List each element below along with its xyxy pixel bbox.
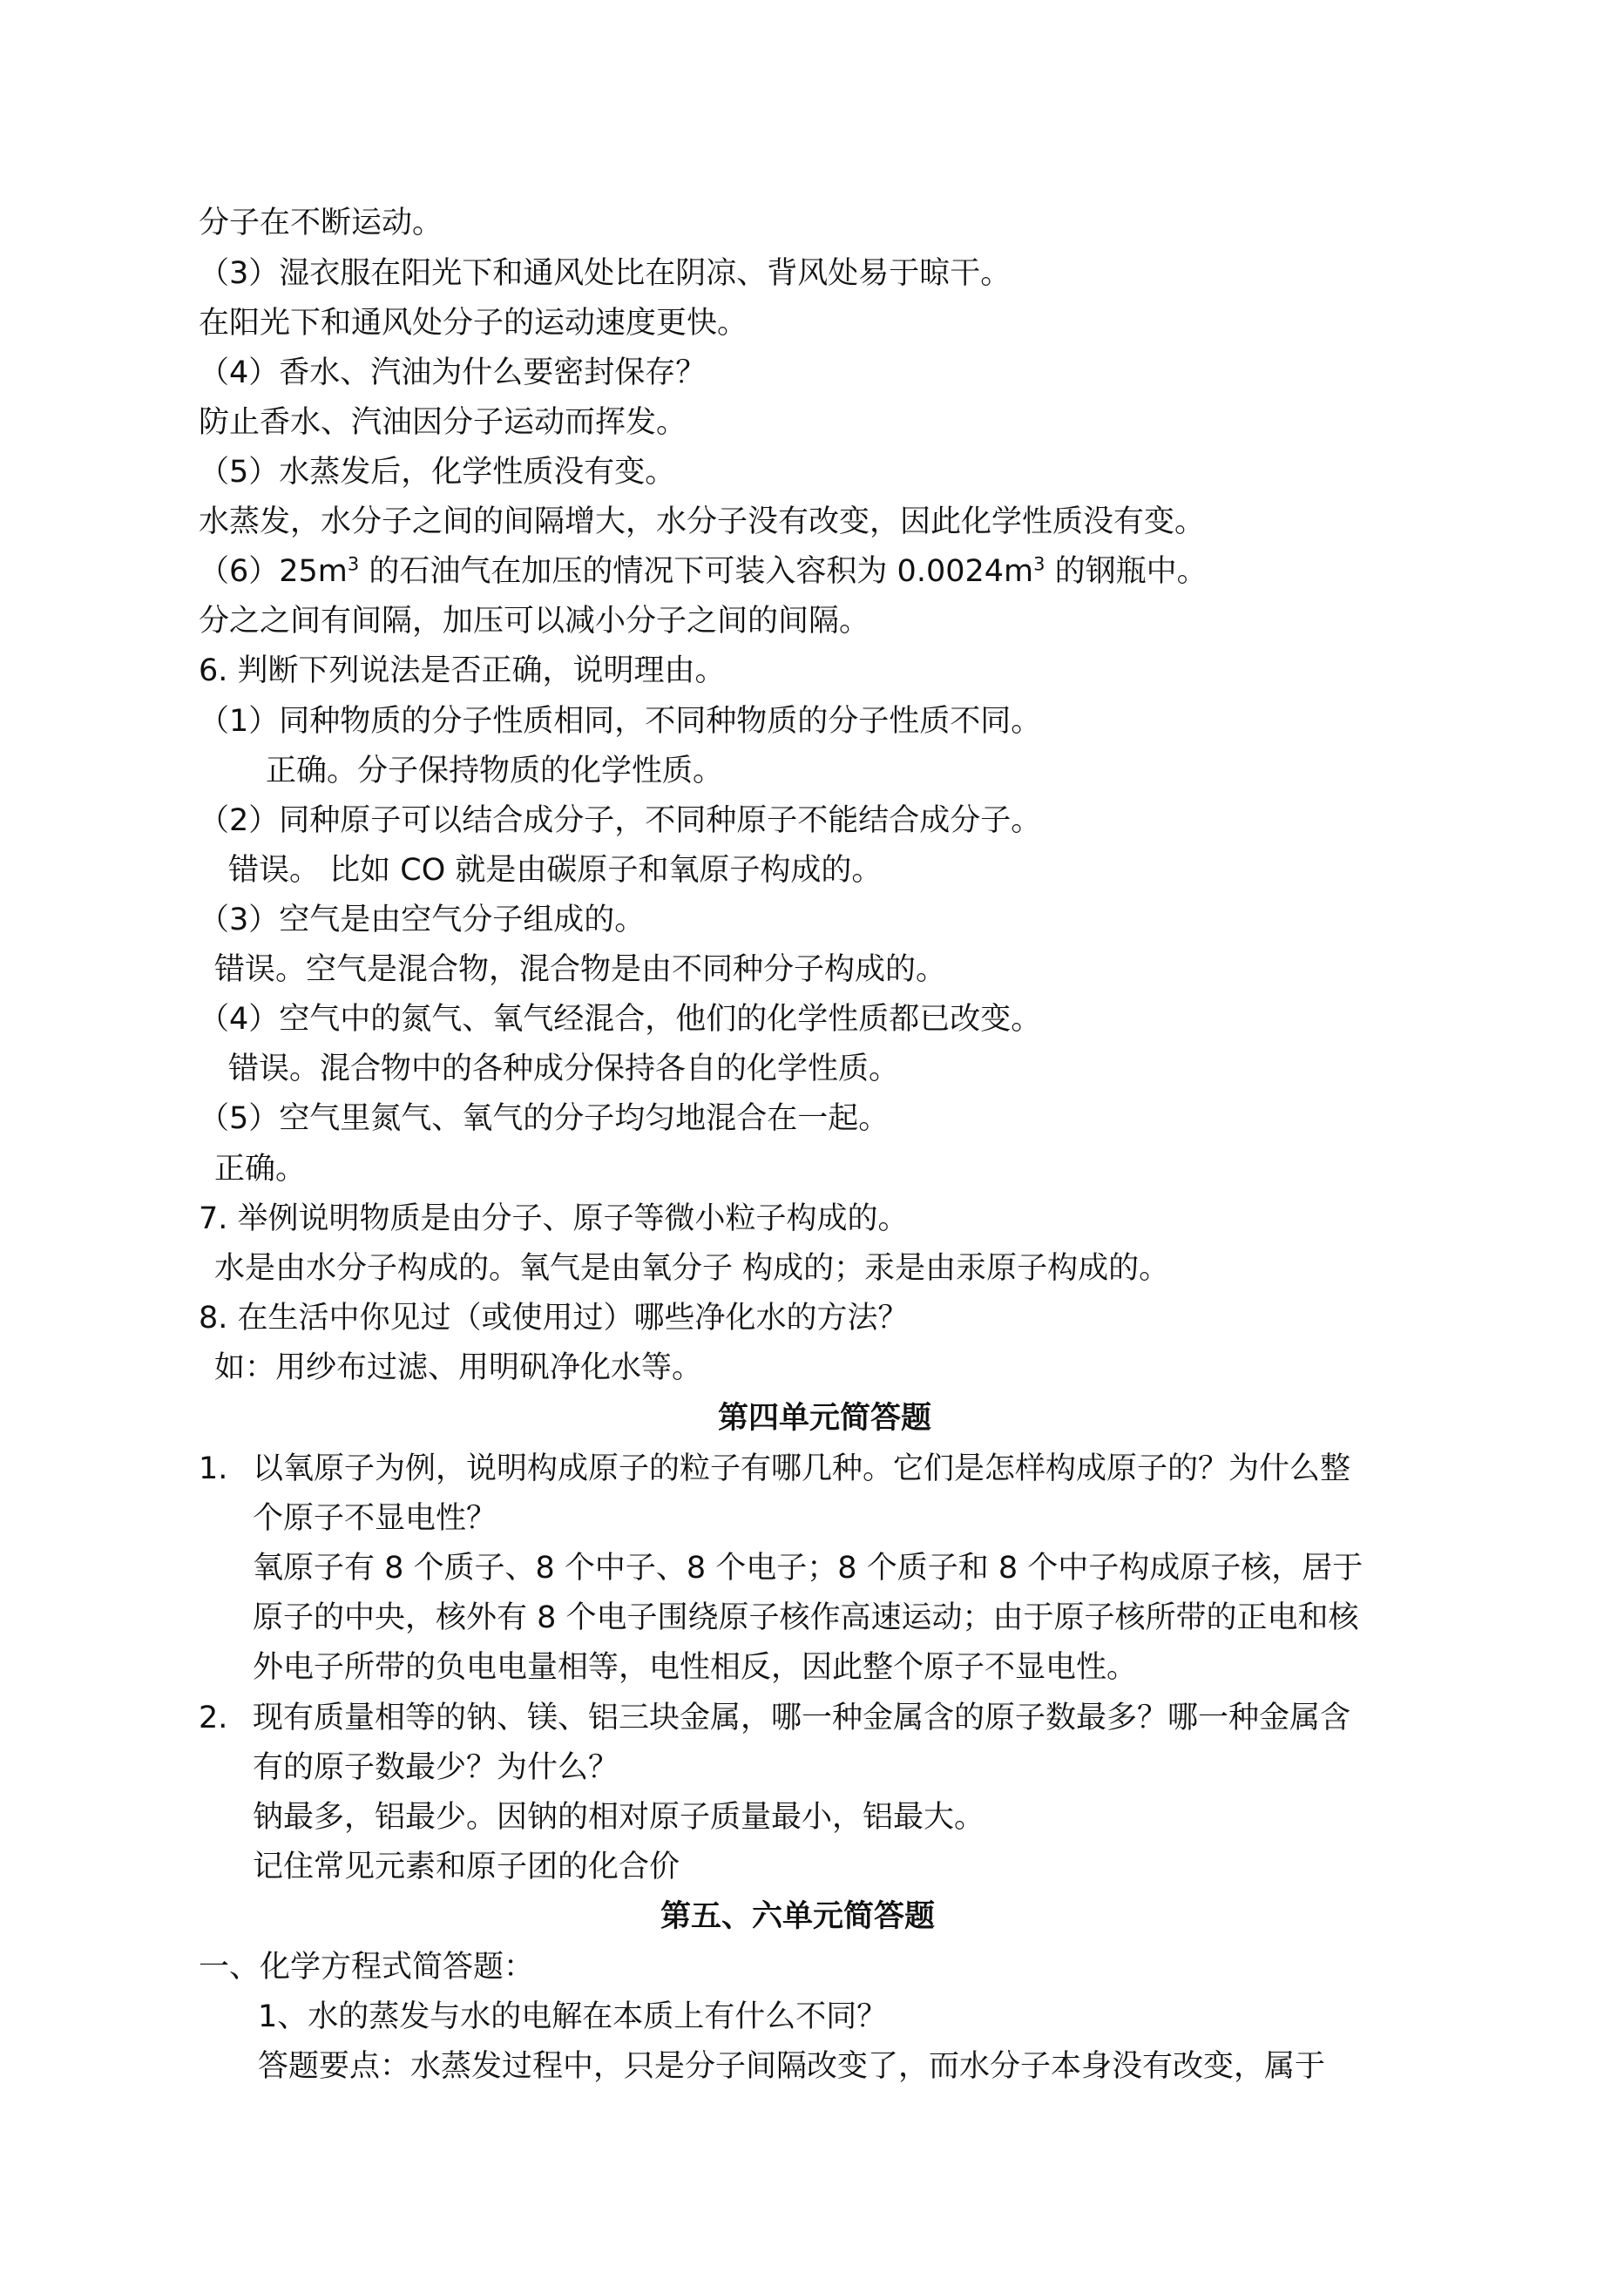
- answer-line: 水是由水分子构成的。氧气是由氧分子 构成的；汞是由汞原子构成的。: [214, 1251, 1170, 1286]
- question-line: 8. 在生活中你见过（或使用过）哪些净化水的方法？: [199, 1301, 909, 1336]
- list-number: 2.: [199, 1701, 228, 1735]
- answer-line: 如：用纱布过滤、用明矾净化水等。: [214, 1350, 703, 1385]
- question-line: （4）香水、汽油为什么要密封保存？: [199, 355, 707, 390]
- answer-line: 外电子所带的负电电量相等，电性相反，因此整个原子不显电性。: [253, 1650, 1138, 1685]
- question-text: 的钢瓶中。: [1054, 554, 1208, 589]
- subsection-heading: 一、化学方程式简答题：: [199, 1950, 535, 1985]
- question-line: 6. 判断下列说法是否正确，说明理由。: [199, 653, 726, 688]
- list-number: 1.: [199, 1451, 228, 1486]
- answer-line: 错误。 比如 CO 就是由碳原子和氧原子构成的。: [228, 853, 883, 888]
- answer-line: 分子在不断运动。: [199, 206, 443, 240]
- answer-line: 错误。空气是混合物，混合物是由不同种分子构成的。: [214, 952, 947, 987]
- superscript: 3: [1033, 553, 1045, 575]
- answer-line: 正确。: [214, 1152, 307, 1187]
- question-line: 个原子不显电性？: [253, 1501, 497, 1536]
- question-line: （5）水蒸发后，化学性质没有变。: [199, 455, 676, 490]
- answer-line: 分之之间有间隔，加压可以减小分子之间的间隔。: [199, 604, 870, 639]
- answer-line: 水蒸发，水分子之间的间隔增大，水分子没有改变，因此化学性质没有变。: [199, 504, 1206, 539]
- question-line: 以氧原子为例，说明构成原子的粒子有哪几种。它们是怎样构成原子的？为什么整: [253, 1451, 1351, 1486]
- question-line: （5）空气里氮气、氧气的分子均匀地混合在一起。: [199, 1101, 890, 1136]
- answer-line: 钠最多，铝最少。因钠的相对原子质量最小，铝最大。: [253, 1800, 985, 1835]
- question-line: （3）湿衣服在阳光下和通风处比在阴凉、背风处易于晾干。: [199, 256, 1012, 291]
- question-line: 1、水的蒸发与水的电解在本质上有什么不同？: [258, 1999, 888, 2034]
- question-text: （6）25m: [199, 554, 348, 589]
- question-text: 的石油气在加压的情况下可装入容积为 0.0024m: [369, 554, 1034, 589]
- section-heading: 第五、六单元简答题: [660, 1899, 936, 1934]
- question-line: （3）空气是由空气分子组成的。: [199, 903, 646, 937]
- question-line: （2）同种原子可以结合成分子，不同种原子不能结合成分子。: [199, 803, 1042, 838]
- answer-line: 防止香水、汽油因分子运动而挥发。: [199, 405, 687, 440]
- answer-line: 错误。混合物中的各种成分保持各自的化学性质。: [228, 1052, 900, 1086]
- question-line: 现有质量相等的钠、镁、铝三块金属，哪一种金属含的原子数最多？哪一种金属含: [253, 1701, 1351, 1735]
- answer-line: 在阳光下和通风处分子的运动速度更快。: [199, 306, 748, 341]
- question-line: （4）空气中的氮气、氧气经混合，他们的化学性质都已改变。: [199, 1002, 1042, 1037]
- answer-line: 原子的中央，核外有 8 个电子围绕原子核作高速运动；由于原子核所带的正电和核: [253, 1600, 1359, 1635]
- question-line: 有的原子数最少？为什么？: [253, 1750, 619, 1785]
- answer-line: 正确。分子保持物质的化学性质。: [266, 754, 724, 788]
- question-line: 7. 举例说明物质是由分子、原子等微小粒子构成的。: [199, 1201, 909, 1236]
- answer-line: 氧原子有 8 个质子、8 个中子、8 个电子；8 个质子和 8 个中子构成原子核，居于: [253, 1551, 1363, 1586]
- superscript: 3: [347, 553, 360, 575]
- question-line: [199, 552, 1208, 591]
- note-line: 记住常见元素和原子团的化合价: [253, 1850, 680, 1884]
- answer-line: 答题要点：水蒸发过程中，只是分子间隔改变了，而水分子本身没有改变，属于: [258, 2049, 1326, 2084]
- question-line: （1）同种物质的分子性质相同，不同种物质的分子性质不同。: [199, 704, 1042, 739]
- section-heading: 第四单元简答题: [718, 1401, 932, 1436]
